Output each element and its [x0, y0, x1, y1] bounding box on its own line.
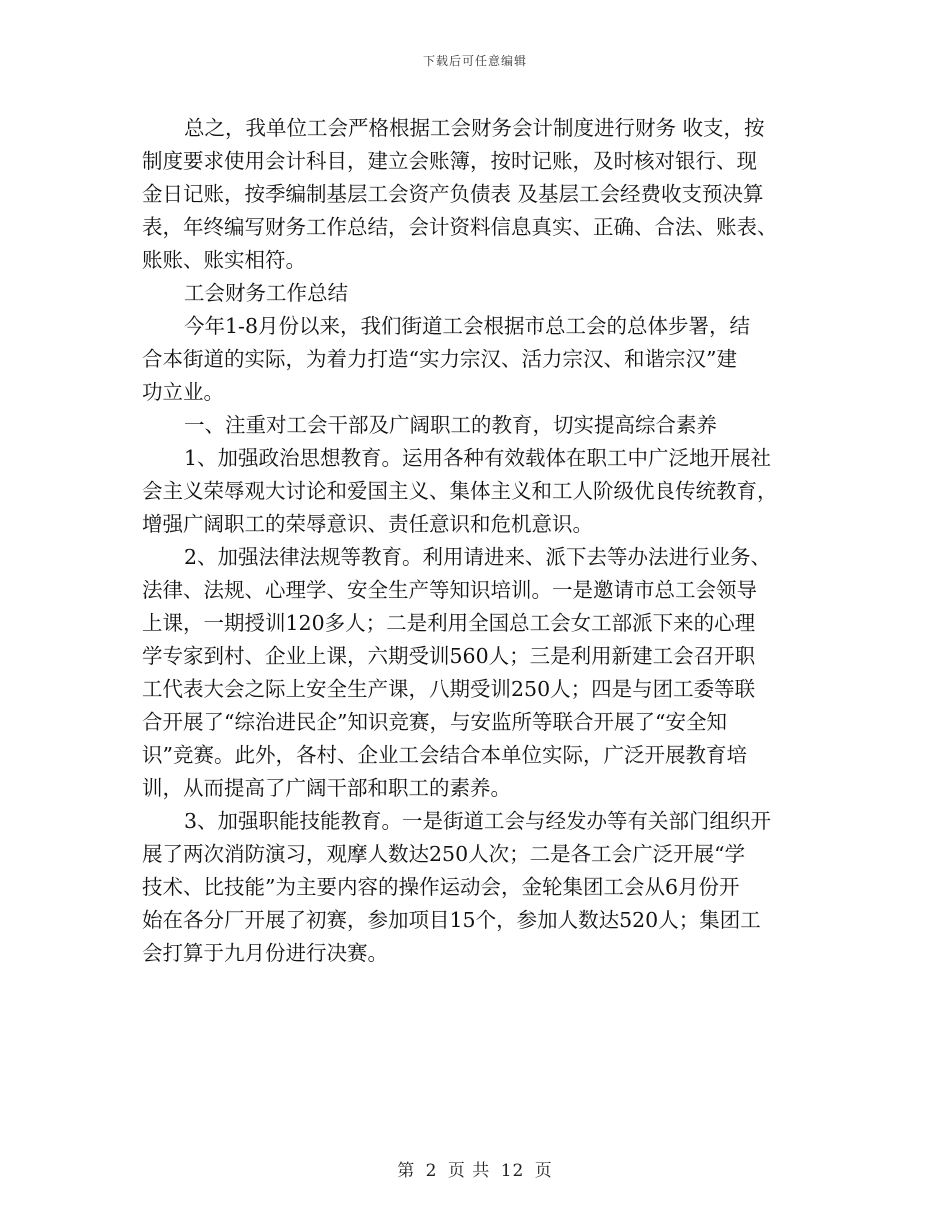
- document-body: [142, 112, 808, 970]
- paragraph-summary: [142, 112, 808, 277]
- text-line: 合开展了“综治进民企”知识竞赛，与安监所等联合开展了“安全知: [142, 710, 727, 734]
- page-footer: [0, 1156, 950, 1181]
- title-line: 工会财务工作总结: [184, 281, 348, 305]
- text-line: 展了两次消防演习，观摩人数达250人次；二是各工会广泛开展“学: [142, 842, 746, 866]
- text-line: 账账、账实相符。: [142, 248, 306, 272]
- text-line: 技术、比技能”为主要内容的操作运动会，金轮集团工会从6月份开: [142, 875, 740, 899]
- footer-suffix: 页: [534, 1161, 553, 1181]
- text-line: 始在各分厂开展了初赛，参加项目15个，参加人数达520人；集团工: [142, 908, 761, 932]
- text-line: 会打算于九月份进行决赛。: [142, 941, 388, 965]
- footer-prefix: 第: [397, 1161, 416, 1181]
- footer-middle: 页 共: [447, 1161, 491, 1181]
- text-line: 合本街道的实际，为着力打造“实力宗汉、活力宗汉、和谐宗汉”建: [142, 347, 737, 371]
- section-title: [142, 277, 808, 310]
- text-line: 表，年终编写财务工作总结，会计资料信息真实、正确、合法、账表、: [142, 215, 778, 239]
- section-heading-1: [142, 409, 808, 442]
- text-line: 制度要求使用会计科目，建立会账簿，按时记账，及时核对银行、现: [142, 149, 757, 173]
- paragraph-intro: [142, 310, 808, 409]
- text-line: 工代表大会之际上安全生产课，八期受训250人；四是与团工委等联: [142, 677, 756, 701]
- text-line: 学专家到村、企业上课，六期受训560人；三是利用新建工会召开职: [142, 644, 756, 668]
- paragraph-item-2: [142, 541, 808, 805]
- text-line: 3、加强职能技能教育。一是街道工会与经发办等有关部门组织开: [184, 809, 772, 833]
- text-line: 总之，我单位工会严格根据工会财务会计制度进行财务 收支，按: [184, 116, 765, 140]
- page-number: 2: [425, 1161, 438, 1181]
- text-line: 法律、法规、心理学、安全生产等知识培训。一是邀请市总工会领导: [142, 578, 757, 602]
- paragraph-item-3: [142, 805, 808, 970]
- page-header: 下载后可任意编辑: [422, 54, 527, 68]
- text-line: 增强广阔职工的荣辱意识、责任意识和危机意识。: [142, 512, 593, 536]
- paragraph-item-1: [142, 442, 808, 541]
- heading-line: 一、注重对工会干部及广阔职工的教育，切实提高综合素养: [184, 413, 717, 437]
- text-line: 1、加强政治思想教育。运用各种有效载体在职工中广泛地开展社: [184, 446, 772, 470]
- text-line: 会主义荣辱观大讨论和爱国主义、集体主义和工人阶级优良传统教育，: [142, 479, 778, 503]
- text-line: 训，从而提高了广阔干部和职工的素养。: [142, 776, 511, 800]
- page-total: 12: [500, 1161, 525, 1181]
- text-line: 金日记账，按季编制基层工会资产负债表 及基层工会经费收支预决算: [142, 182, 764, 206]
- text-line: 今年1-8月份以来，我们街道工会根据市总工会的总体步署，结: [184, 314, 751, 338]
- text-line: 2、加强法律法规等教育。利用请进来、派下去等办法进行业务、: [184, 545, 772, 569]
- text-line: 识”竞赛。此外，各村、企业工会结合本单位实际，广泛开展教育培: [142, 743, 747, 767]
- text-line: 上课，一期授训120多人；二是利用全国总工会女工部派下来的心理: [142, 611, 756, 635]
- text-line: 功立业。: [142, 380, 224, 404]
